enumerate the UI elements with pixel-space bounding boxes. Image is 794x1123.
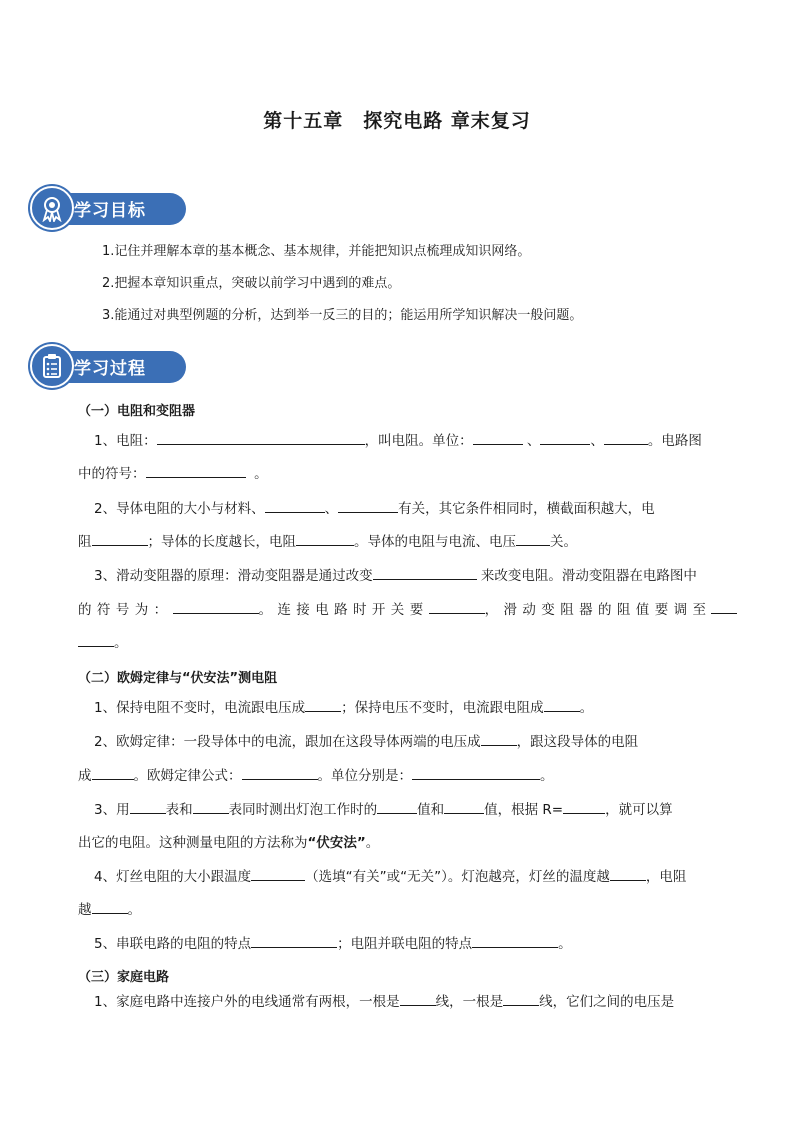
learning-goals-badge [30,186,186,230]
goal-item: 1.记住并理解本章的基本概念、基本规律，并能把知识点梳理成知识网络。 [102,244,531,259]
question-line: 3、滑动变阻器的原理：滑动变阻器是通过改变 来改变电阻。滑动变阻器在电路图中 [78,560,740,593]
section-heading: （一）电阻和变阻器 [78,404,196,419]
goal-item: 2.把握本章知识重点，突破以前学习中遇到的难点。 [102,276,401,291]
blank[interactable] [516,531,550,546]
blank[interactable] [429,599,485,614]
learning-process-label: 学习过程 [74,359,146,379]
blank[interactable] [251,866,305,881]
blank[interactable] [92,899,128,914]
section-heading: （二）欧姆定律与“伏安法”测电阻 [78,671,278,686]
blank[interactable] [78,632,114,647]
blank[interactable] [481,731,517,746]
blank[interactable] [373,565,477,580]
award-ribbon-icon [38,194,66,222]
question-line: 1、电阻： ，叫电阻。单位： 、 、 。电路图 [78,425,740,458]
question-line: 4、灯丝电阻的大小跟温度 （选填“有关”或“无关”）。灯泡越亮，灯丝的温度越 ，电阻 [78,861,740,894]
blank[interactable] [444,799,484,814]
blank[interactable] [472,933,558,948]
question-line: 3、用 表和 表同时测出灯泡工作时的 值和 值，根据 R= ，就可以算 [78,794,740,827]
blank[interactable] [242,765,318,780]
blank[interactable] [604,430,648,445]
blank[interactable] [193,799,229,814]
blank[interactable] [610,866,646,881]
blank[interactable] [540,430,590,445]
question-line: 5、串联电路的电阻的特点 ；电阻并联电阻的特点 。 [78,928,740,961]
question-line: 2、导体电阻的大小与材料、 、 有关，其它条件相同时，横截面积越大，电 [78,493,740,526]
blank[interactable] [305,697,341,712]
blank[interactable] [92,531,148,546]
page-title: 第十五章 探究电路 章末复习 [263,110,531,132]
question-line: 出它的电阻。这种测量电阻的方法称为“伏安法”。 [78,835,380,851]
blank[interactable] [412,765,540,780]
blank[interactable] [251,933,337,948]
question-line: 中的符号： 。 [78,458,724,491]
learning-process-badge [30,344,186,388]
learning-goals-label: 学习目标 [74,201,146,221]
section-heading: （三）家庭电路 [78,970,170,985]
question-line: 1、家庭电路中连接户外的电线通常有两根，一根是 线，一根是 线，它们之间的电压是 [78,986,740,1019]
blank[interactable] [173,599,259,614]
blank[interactable] [130,799,166,814]
blank[interactable] [92,765,134,780]
clipboard-checklist-icon [38,352,66,380]
blank[interactable] [265,498,325,513]
question-line: 成 。欧姆定律公式： 。单位分别是： 。 [78,760,724,793]
blank[interactable] [473,430,523,445]
blank[interactable] [503,991,539,1006]
question-line: 越 。 [78,894,724,927]
question-line: 阻 ；导体的长度越长，电阻 。导体的电阻与电流、电压 关。 [78,526,724,559]
question-line: 2、欧姆定律：一段导体中的电流，跟加在这段导体两端的电压成 ，跟这段导体的电阻 [78,726,740,759]
question-line: 。 [78,627,724,660]
blank[interactable] [377,799,417,814]
question-line: 的符号为： 。连接电路时开关要 ，滑动变阻器的阻值要调至 [78,594,724,627]
blank[interactable] [157,430,365,445]
blank[interactable] [400,991,436,1006]
blank[interactable] [563,799,605,814]
blank[interactable] [296,531,354,546]
blank[interactable] [338,498,398,513]
blank[interactable] [711,599,737,614]
blank[interactable] [146,463,246,478]
question-line: 1、保持电阻不变时，电流跟电压成 ；保持电压不变时，电流跟电阻成 。 [78,692,740,725]
goal-item: 3.能通过对典型例题的分析，达到举一反三的目的；能运用所学知识解决一般问题。 [102,308,583,323]
blank[interactable] [544,697,580,712]
